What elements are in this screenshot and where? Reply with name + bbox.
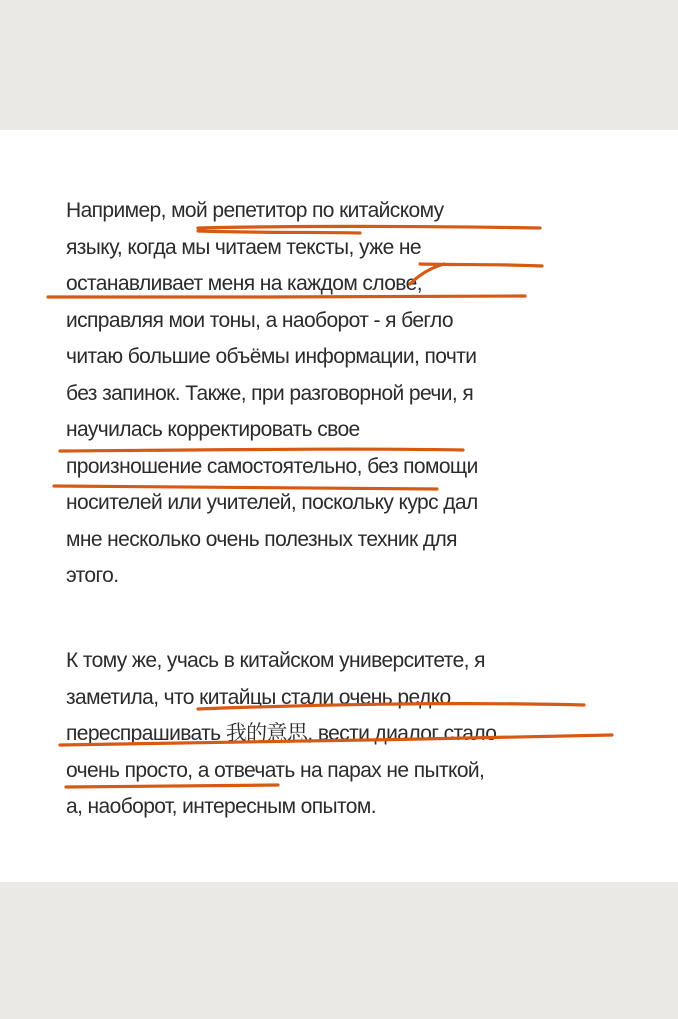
text-line: научилась корректировать свое (66, 418, 360, 441)
text-line: языку, когда мы читаем тексты, уже не (66, 235, 421, 259)
paragraph-1 (66, 193, 626, 595)
text-line: читаю большие объёмы информации, почти (66, 345, 477, 368)
text-line: произношение самостоятельно, без помощи (66, 454, 478, 478)
text-line: останавливает меня на каждом слове, (66, 272, 422, 295)
text-line: Например, мой репетитор по китайскому (66, 199, 444, 222)
text-line: исправляя мои тоны, а наоборот - я бегло (66, 308, 453, 332)
text-line: К тому же, учась в китайском университете, я (66, 649, 485, 672)
text-line: без запинок. Также, при разговорной речи, я (66, 381, 474, 405)
text-line: мне несколько очень полезных техник для (66, 527, 457, 551)
paragraph-2 (66, 643, 626, 826)
text-line: переспрашивать 我的意思, вести диалог стало (66, 722, 497, 745)
text-line: этого. (66, 564, 119, 587)
text-line: носителей или учителей, поскольку курс дал (66, 491, 478, 514)
text-line: а, наоборот, интересным опытом. (66, 795, 376, 818)
text-line: очень просто, а отвечать на парах не пыткой, (66, 758, 485, 782)
text-line: заметила, что китайцы стали очень редко (66, 685, 451, 709)
